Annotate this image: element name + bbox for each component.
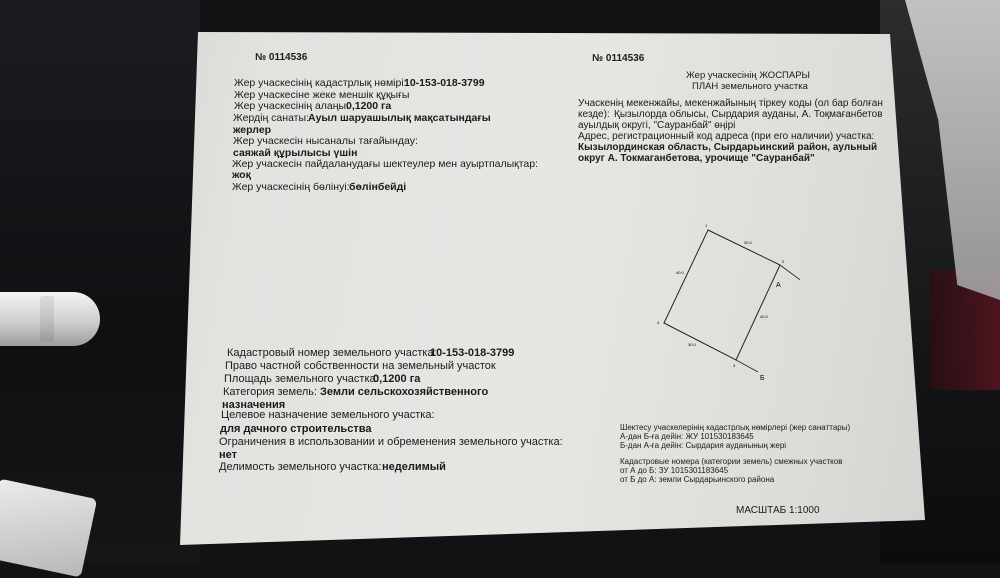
document-number-right: № 0114536 [592, 53, 645, 64]
kz-area-label: Жер учаскесінің алаңы: [234, 100, 350, 112]
neighbors-kz-title: Шектесу учаскелерінің кадастрлық нөмірлері (жер санаттары) [620, 423, 851, 432]
address-kz-label-2: кезде): [578, 109, 610, 120]
kz-restrictions-label: Жер учаскесін пайдаланудағы шектеулер мен ауыртпалықтар: [232, 158, 539, 170]
kz-cadastral-value: 10-153-018-3799 [404, 77, 485, 89]
plan-title-kz: Жер учаскесінің ЖОСПАРЫ [686, 70, 810, 81]
neighbors-ru-2: от Б до А: земли Сырдарьинского района [620, 475, 775, 484]
ru-category-label: Категория земель: [223, 386, 318, 398]
ru-right-label: Право частной собственности на земельный участок [225, 360, 496, 372]
plan-point-3: 3 [733, 363, 736, 368]
kz-category-value-1: Ауыл шаруашылық мақсатындағы [308, 112, 491, 124]
ru-purpose-value: для дачного строительства [220, 423, 372, 435]
neighbors-ru-1: от А до Б: ЗУ 1015301183645 [620, 466, 729, 475]
plan-side-bottom: 30.0 [688, 342, 696, 347]
neighbors-ru-title: Кадастровые номера (категории земель) смежных участков [620, 457, 843, 466]
kz-purpose-value: саяжай құрылысы үшін [233, 147, 358, 159]
plan-side-right: 40.0 [760, 314, 768, 319]
document-number-left: № 0114536 [255, 52, 308, 63]
plan-side-top: 30.0 [744, 240, 752, 245]
background-tube-band [40, 296, 54, 342]
kz-cadastral-label: Жер учаскесінің кадастрлық нөмірі: [234, 77, 407, 89]
plan-scale: МАСШТАБ 1:1000 [736, 505, 820, 516]
neighbors-kz-1: А-дан Б-ға дейін: ЖУ 101530183645 [620, 432, 754, 441]
ru-cadastral-value: 10-153-018-3799 [430, 347, 515, 359]
plan-title-ru: ПЛАН земельного участка [692, 81, 808, 92]
plot-boundary [664, 230, 780, 360]
ru-divisibility-value: неделимый [382, 461, 446, 473]
kz-divisibility-value: бөлінбейді [349, 181, 407, 193]
plan-point-1: 1 [705, 223, 708, 228]
arrow-b-line [736, 360, 758, 372]
kz-right-label: Жер учаскесіне жеке меншік құқығы [234, 89, 410, 101]
address-ru-label: Адрес, регистрационный код адреса (при его наличии) участка: [578, 131, 875, 142]
background-left [0, 0, 200, 563]
kz-restrictions-value: жоқ [232, 169, 251, 181]
ru-restrictions-value: нет [219, 449, 238, 461]
land-plot-plan [640, 220, 800, 390]
ru-area-value: 0,1200 га [373, 373, 421, 385]
address-kz-value-1: Қызылорда облысы, Сырдария ауданы, А. Тоқмағанбетов [614, 109, 883, 120]
kz-divisibility-label: Жер учаскесінің бөлінуі: [232, 181, 350, 193]
kz-category-label: Жердің санаты: [233, 112, 309, 124]
address-ru-value-1: Кызылординская область, Сырдарьинский район, аульный [578, 142, 878, 153]
plan-label-b: Б [760, 375, 765, 382]
neighbors-kz-2: Б-дан А-ға дейін: Сырдария ауданының жері [620, 441, 787, 450]
ru-area-label: Площадь земельного участка: [224, 373, 379, 385]
address-ru-value-2: округ А. Токмаганбетова, урочище "Сауранбай" [578, 153, 815, 164]
plan-label-a: А [776, 282, 781, 289]
address-kz-value-2: ауылдық округі, "Сауранбай" өңірі [578, 120, 736, 131]
ru-restrictions-label: Ограничения в использовании и обременения земельного участка: [219, 436, 563, 448]
ru-category-value-2: назначения [222, 399, 286, 411]
ru-purpose-label: Целевое назначение земельного участка: [221, 409, 435, 421]
arrow-a-line [780, 265, 800, 282]
address-kz-label-1: Учаскенің мекенжайы, мекенжайының тіркеу коды (ол бар болған [578, 98, 883, 109]
ru-cadastral-label: Кадастровый номер земельного участка: [227, 347, 437, 359]
plan-point-4: 4 [657, 320, 660, 325]
kz-area-value: 0,1200 га [346, 100, 392, 112]
kz-purpose-label: Жер учаскесін нысаналы тағайындау: [233, 135, 418, 147]
ru-divisibility-label: Делимость земельного участка: [219, 461, 382, 473]
plan-point-2: 2 [782, 259, 785, 264]
kz-category-value-2: жерлер [233, 124, 272, 136]
plan-side-left: 40.0 [676, 270, 684, 275]
ru-category-value-1: Земли сельскохозяйственного [320, 386, 489, 398]
